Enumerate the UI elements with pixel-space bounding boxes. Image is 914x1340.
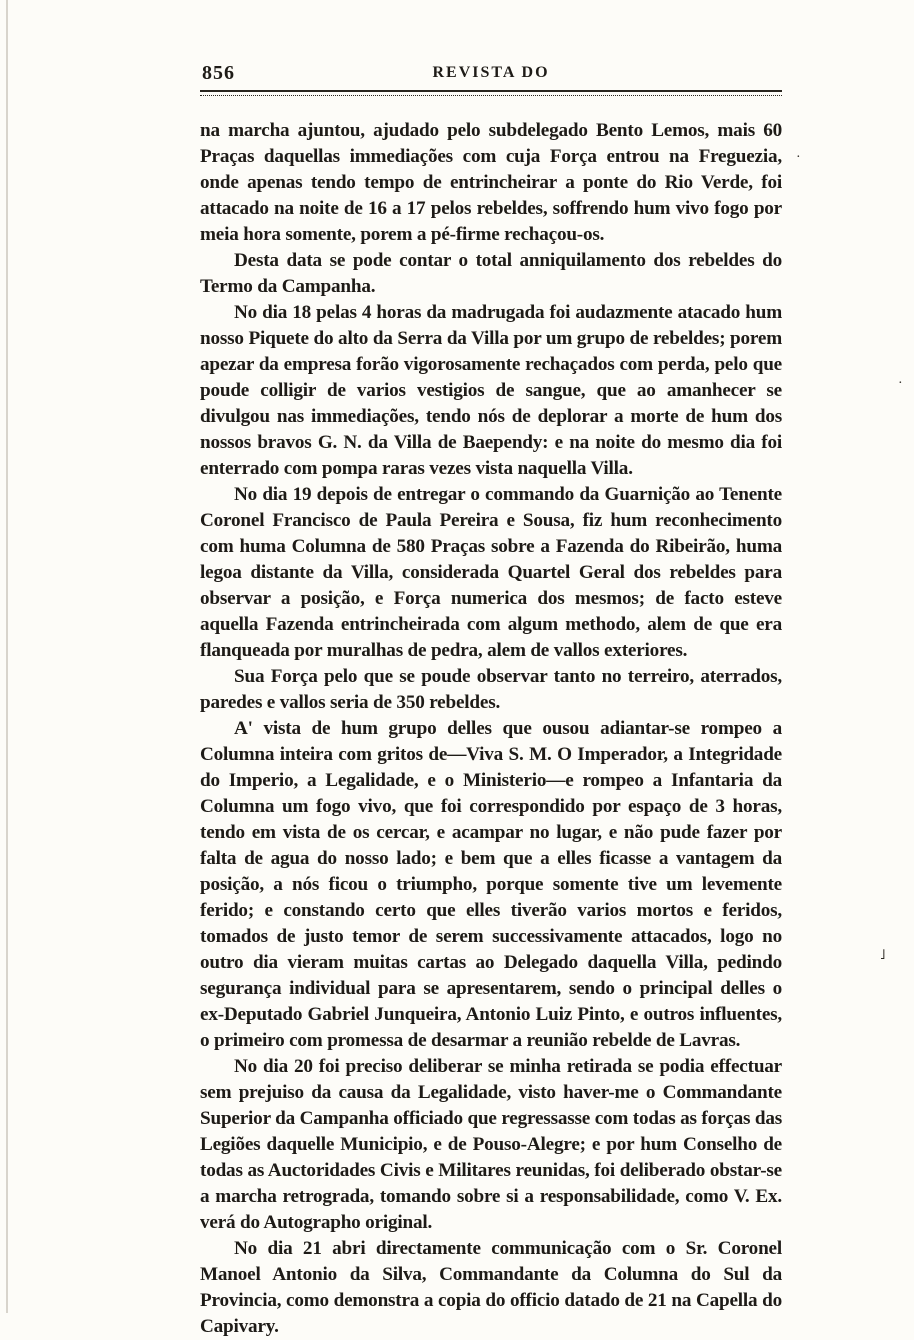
paragraph-2: Desta data se pode contar o total anniquilamento dos rebeldes do Termo da Campanha. — [200, 250, 782, 297]
header-rule — [200, 90, 782, 96]
paragraph-6: A' vista de hum grupo delles que ousou adiantar-se rompeo a Columna inteira com gritos de—Viva S. M. O Imperador, a Integridade do Imperio, a Legalidade, e o Ministerio—e rompeo a Infantaria da Columna um fogo vivo, que foi correspondido por espaço de 3 horas, tendo em vista de os cercar, e acampar no lugar, e não pude fazer por falta de agua do nosso lado; e bem que a elles ficasse a vantagem da posição, a nós ficou o triumpho, porque somente tive um levemente ferido; e constando certo que elles tiverão varios mortos e feridos, tomados de justo temor de serem successivamente attacados, logo no outro dia vieram muitas cartas ao Delegado daquella Villa, pedindo segurança individual para se apresentarem, sendo o principal delles o ex-Deputado Gabriel Junqueira, Antonio Luiz Pinto, e outros influentes, o primeiro com promessa de desarmar a reunião rebelde de Lavras. — [200, 718, 782, 1051]
margin-speck: · — [796, 150, 801, 165]
body-text — [200, 118, 782, 1340]
paragraph-7: No dia 20 foi preciso deliberar se minha retirada se podia effectuar sem prejuiso da causa da Legalidade, visto haver-me o Commandante Superior da Campanha officiado que regressasse com todas as forças das Legiões daquelle Municipio, e de Pouso-Alegre; e por hum Conselho de todas as Auctoridades Civis e Militares reunidas, foi deliberado obstar-se a marcha retrograda, tomando sobre si a responsabilidade, como V. Ex. verá do Autographo original. — [200, 1056, 782, 1233]
page-edge — [6, 0, 8, 1313]
paragraph-3: No dia 18 pelas 4 horas da madrugada foi audazmente atacado hum nosso Piquete do alto da Serra da Villa por um grupo de rebeldes; porem apezar da empresa forão vigorosamente rechaçados com perda, pelo que poude colligir de varios vestigios de sangue, que ao amanhecer se divulgou nas immediações, tendo nós de deplorar a morte de hum dos nossos bravos G. N. da Villa de Baependy: e na noite do mesmo dia foi enterrado com pompa raras vezes vista naquella Villa. — [200, 302, 782, 479]
paragraph-4: No dia 19 depois de entregar o commando da Guarnição ao Tenente Coronel Francisco de Paula Pereira e Sousa, fiz hum reconhecimento com huma Columna de 580 Praças sobre a Fazenda do Ribeirão, huma legoa distante da Villa, considerada Quartel Geral dos rebeldes para observar a posição, e Força numerica dos mesmos; de facto esteve aquella Fazenda entrincheirada com algum methodo, alem de que era flanqueada por muralhas de pedra, alem de vallos exteriores. — [200, 484, 782, 661]
running-title: REVISTA DO — [432, 64, 550, 81]
margin-speck: ˩ — [880, 948, 886, 963]
paragraph-8: No dia 21 abri directamente communicação com o Sr. Coronel Manoel Antonio da Silva, Commandante da Columna do Sul da Provincia, como demonstra a copia do officio datado de 21 na Capella do Capivary. — [200, 1238, 782, 1337]
page-header — [200, 58, 782, 88]
paragraph-5: Sua Força pelo que se poude observar tanto no terreiro, aterrados, paredes e vallos seria de 350 rebeldes. — [200, 666, 782, 713]
paragraph-1: na marcha ajuntou, ajudado pelo subdelegado Bento Lemos, mais 60 Praças daquellas immediações com cuja Força entrou na Freguezia, onde apenas tendo tempo de entrincheirar a ponte do Rio Verde, foi attacado na noite de 16 a 17 pelos rebeldes, soffrendo hum vivo fogo por meia hora somente, porem a pé-firme rechaçou-os. — [200, 120, 782, 245]
margin-speck: · — [898, 376, 903, 391]
page-number: 856 — [202, 62, 235, 84]
